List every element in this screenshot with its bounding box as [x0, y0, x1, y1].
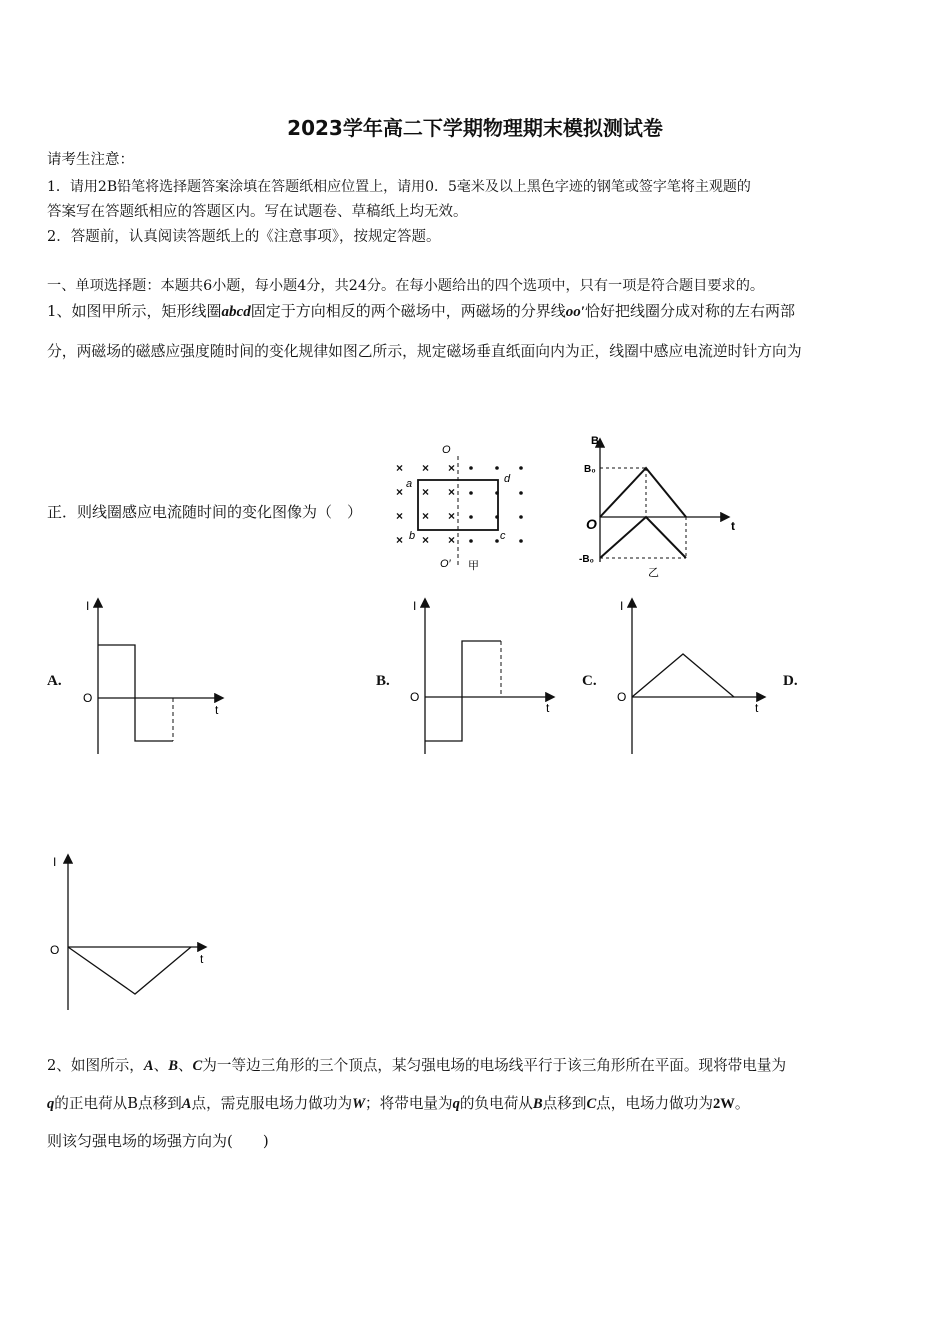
svg-text:×: × — [422, 533, 430, 547]
option-c-graph — [612, 596, 772, 756]
d-label-i: I — [53, 855, 57, 869]
option-b-graph — [405, 596, 560, 756]
q2-p1: 2、如图所示， — [47, 1057, 144, 1074]
caption-jia: 甲 — [468, 560, 479, 572]
a-label-t: t — [215, 703, 219, 717]
option-c-label[interactable]: C. — [582, 673, 597, 689]
label-o-bottom: O′ — [440, 558, 451, 570]
q1-boundary: oo′ — [565, 304, 585, 320]
a-curve — [98, 645, 173, 741]
q2-vertex-c: C — [192, 1058, 203, 1074]
q2-p2: 为一等边三角形的三个顶点，某匀强电场的电场线平行于该三角形所在平面。现将带电量为 — [202, 1057, 787, 1074]
q2-work-2: 2W — [712, 1096, 735, 1112]
option-b-label[interactable]: B. — [376, 673, 390, 689]
question-2-line-2 — [47, 1092, 749, 1113]
q2-p6: 的负电荷从 — [459, 1095, 533, 1112]
option-d-label[interactable]: D. — [783, 673, 798, 689]
option-d-graph — [47, 850, 217, 1015]
notice-line-2: 2．答题前，认真阅读答题纸上的《注意事项》，按规定答题。 — [47, 229, 441, 245]
q2-vertex-b: B — [168, 1058, 178, 1074]
svg-text:×: × — [448, 485, 456, 499]
question-1-line-1 — [47, 300, 795, 321]
svg-text:×: × — [448, 461, 456, 475]
q2-p3: 的正电荷从B点移到 — [54, 1095, 182, 1112]
yi-curve-upper — [600, 468, 686, 517]
q2-point-a: A — [181, 1096, 192, 1112]
b-label-o: O — [410, 690, 420, 704]
yi-label-o: O — [586, 516, 597, 532]
question-2-line-3: 则该匀强电场的场强方向为( ) — [47, 1132, 269, 1150]
page-title: 2023学年高二下学期物理期末模拟测试卷 — [287, 116, 663, 140]
q1-text-post: 恰好把线圈分成对称的左右两部 — [584, 302, 795, 320]
dot-marks — [469, 466, 523, 543]
yi-label-b: B — [591, 435, 599, 447]
c-curve — [632, 654, 734, 697]
label-b: b — [409, 530, 416, 542]
svg-text:×: × — [396, 533, 404, 547]
q2-vertex-a: A — [143, 1058, 154, 1074]
figure-jia — [390, 438, 535, 578]
label-a: a — [406, 478, 413, 490]
x-marks — [396, 461, 455, 547]
svg-text:×: × — [396, 509, 404, 523]
svg-text:×: × — [422, 485, 430, 499]
section-heading: 一、单项选择题：本题共6小题，每小题4分，共24分。在每小题给出的四个选项中，只有一项是符合题目要求的。 — [47, 278, 765, 294]
d-label-t: t — [200, 952, 204, 966]
svg-text:×: × — [448, 533, 456, 547]
c-label-t: t — [755, 701, 759, 715]
yi-curve-lower — [600, 517, 686, 558]
d-label-o: O — [50, 943, 60, 957]
question-1-line-3: 正．则线圈感应电流随时间的变化图像为（ ） — [47, 503, 363, 521]
q2-charge: q — [47, 1096, 55, 1112]
a-label-i: I — [86, 599, 90, 613]
b-curve — [425, 641, 501, 741]
svg-text:×: × — [448, 509, 456, 523]
q2-point-c: C — [586, 1096, 597, 1112]
notice-heading: 请考生注意： — [47, 152, 134, 168]
b-label-i: I — [413, 599, 417, 613]
option-a-graph — [78, 596, 228, 756]
q2-p5: ；将带电量为 — [365, 1095, 453, 1112]
question-2-line-1 — [47, 1054, 786, 1075]
question-1-line-2: 分，两磁场的磁感应强度随时间的变化规律如图乙所示，规定磁场垂直纸面向内为正，线圈中感应电流逆时针方向为 — [47, 343, 802, 360]
svg-text:×: × — [396, 461, 404, 475]
svg-text:×: × — [422, 509, 430, 523]
q2-work: W — [352, 1096, 366, 1112]
a-label-o: O — [83, 691, 93, 705]
q1-text-pre: 1、如图甲所示，矩形线圈 — [47, 302, 222, 320]
q2-p4: 点，需克服电场力做功为 — [191, 1095, 353, 1112]
notice-line-1b: 答案写在答题纸相应的答题区内。写在试题卷、草稿纸上均无效。 — [47, 204, 468, 220]
q1-coil: abcd — [221, 304, 251, 320]
d-curve — [68, 947, 191, 994]
q2-p8: 点，电场力做功为 — [596, 1095, 713, 1112]
yi-label-t: t — [731, 519, 735, 533]
caption-yi: 乙 — [648, 567, 659, 579]
q2-charge-2: q — [452, 1096, 460, 1112]
svg-text:×: × — [396, 485, 404, 499]
q2-sep-2: 、 — [177, 1057, 193, 1074]
b-label-t: t — [546, 701, 550, 715]
q2-point-b: B — [532, 1096, 543, 1112]
yi-label-b0: B₀ — [584, 464, 596, 475]
label-o-top: O — [442, 444, 451, 456]
svg-text:×: × — [422, 461, 430, 475]
c-label-i: I — [620, 599, 624, 613]
yi-label-negb0: -B₀ — [579, 554, 595, 565]
q2-sep-1: 、 — [153, 1057, 169, 1074]
label-c: c — [500, 530, 506, 542]
option-a-label[interactable]: A. — [47, 673, 62, 689]
label-d: d — [504, 473, 511, 485]
c-label-o: O — [617, 690, 627, 704]
q2-p7: 点移到 — [542, 1095, 587, 1112]
q1-text-mid: 固定于方向相反的两个磁场中，两磁场的分界线 — [250, 302, 566, 320]
figure-yi — [576, 430, 746, 580]
notice-line-1a: 1．请用2B铅笔将选择题答案涂填在答题纸相应位置上，请用0．5毫米及以上黑色字迹的钢笔或签字笔将主观题的 — [47, 179, 751, 195]
q2-p9: 。 — [734, 1095, 750, 1112]
